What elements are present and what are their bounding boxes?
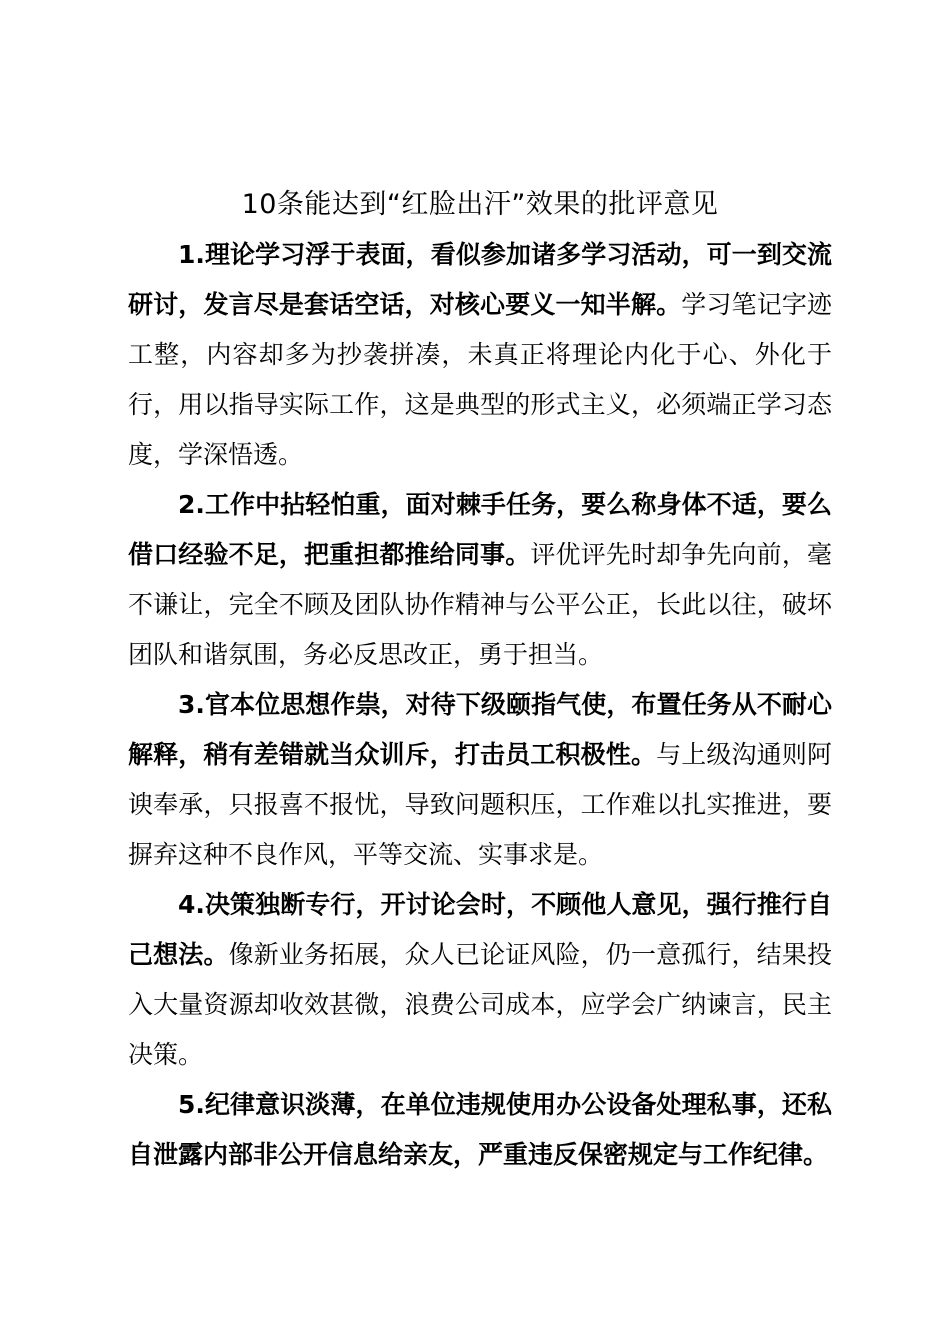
- document-title: 10条能达到“红脸出汗”效果的批评意见: [241, 189, 719, 220]
- critique-item-3: [128, 680, 832, 880]
- critique-item-1-lead: 1.理论学习浮于表面，看似参加诸多学习活动，可一到交流研讨，发言尽是套话空话，对核心要义一知半解。: [128, 240, 832, 319]
- critique-item-2-body: 评优评先时却争先向前，毫不谦让，完全不顾及团队协作精神与公平公正，长此以往，破坏团队和谐氛围，务必反思改正，勇于担当。: [128, 540, 832, 669]
- critique-item-3-lead: 3.官本位思想作祟，对待下级颐指气使，布置任务从不耐心解释，稍有差错就当众训斥，打击员工积极性。: [128, 690, 832, 769]
- critique-item-5-lead: 5.纪律意识淡薄，在单位违规使用办公设备处理私事，还私自泄露内部非公开信息给亲友，严重违反保密规定与工作纪律。: [128, 1090, 832, 1169]
- critique-item-1: [128, 230, 832, 480]
- document-page: [128, 184, 832, 1180]
- critique-item-2: [128, 480, 832, 680]
- critique-item-4-body: 像新业务拓展，众人已论证风险，仍一意孤行，结果投入大量资源却收效甚微，浪费公司成本，应学会广纳谏言，民主决策。: [128, 940, 832, 1069]
- critique-item-3-body: 与上级沟通则阿谀奉承，只报喜不报忧，导致问题积压，工作难以扎实推进，要摒弃这种不良作风，平等交流、实事求是。: [128, 740, 832, 869]
- critique-item-5: [128, 1080, 832, 1180]
- critique-item-2-lead: 2.工作中拈轻怕重，面对棘手任务，要么称身体不适，要么借口经验不足，把重担都推给同事。: [128, 490, 832, 569]
- critique-item-4: [128, 880, 832, 1080]
- critique-item-4-lead: 4.决策独断专行，开讨论会时，不顾他人意见，强行推行自己想法。: [128, 890, 832, 969]
- critique-item-1-body: 学习笔记字迹工整，内容却多为抄袭拼凑，未真正将理论内化于心、外化于行，用以指导实际工作，这是典型的形式主义，必须端正学习态度，学深悟透。: [128, 290, 832, 469]
